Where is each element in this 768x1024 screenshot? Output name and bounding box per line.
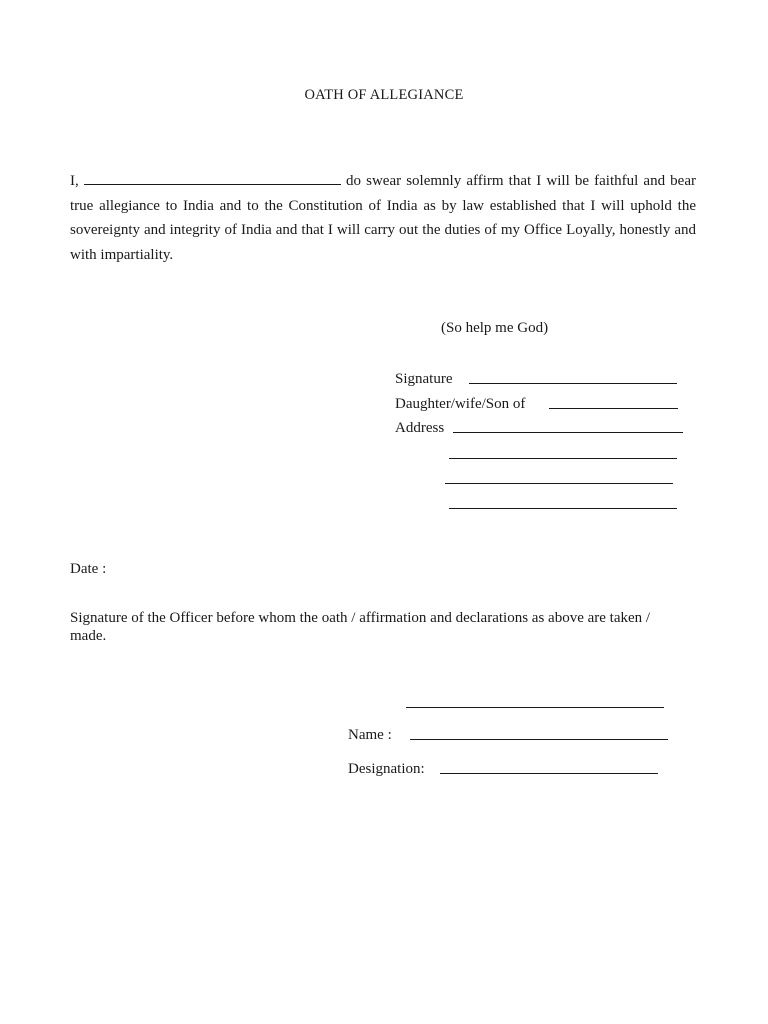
relation-label: Daughter/wife/Son of (395, 396, 526, 412)
address-blank-2 (449, 458, 677, 459)
officer-statement: Signature of the Officer before whom the oath / affirmation and declarations as above are taken / made. (70, 610, 651, 644)
address-blank-4 (449, 508, 677, 509)
designation-blank (440, 773, 658, 774)
signature-blank (469, 383, 677, 384)
oath-text: do swear solemnly affirm that I will be faithful and bear true allegiance to India and to the Constitution of India as by law established that I will uphold the sovereignty and integrity of India and that I will carry out the duties of my Office Loyally, honestly and with impartiality. (70, 173, 696, 263)
address-label: Address (395, 420, 445, 436)
signature-label: Signature (395, 371, 453, 387)
address-blank-3 (445, 483, 673, 484)
date-label: Date : (70, 561, 107, 577)
officer-name-blank (410, 739, 668, 740)
closing-phrase: (So help me God) (441, 320, 549, 336)
relation-blank (549, 408, 678, 409)
deponent-name-blank (84, 171, 341, 185)
officer-name-label: Name : (348, 727, 392, 743)
officer-signature-blank (406, 707, 664, 708)
document-title: OATH OF ALLEGIANCE (304, 87, 464, 103)
oath-paragraph (70, 169, 696, 267)
address-blank-1 (453, 432, 683, 433)
oath-prefix: I, (70, 173, 79, 189)
designation-label: Designation: (348, 761, 425, 777)
